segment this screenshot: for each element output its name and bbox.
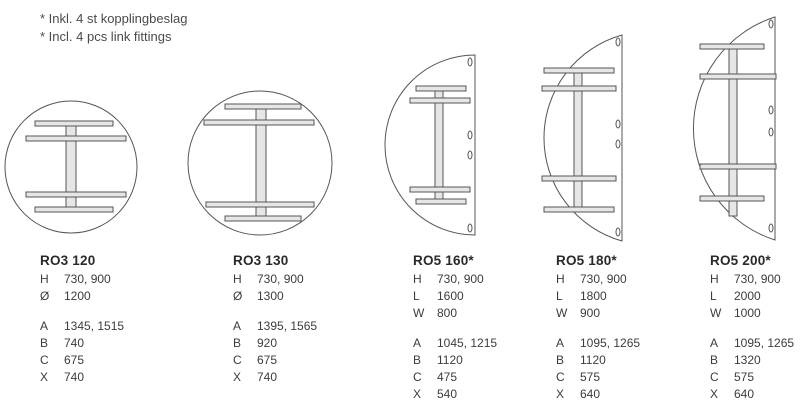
- spec-key: C: [413, 370, 422, 384]
- spec-key: B: [233, 336, 242, 350]
- spec-value: 1200: [64, 289, 91, 303]
- spec-row: [556, 271, 640, 288]
- spec-value: 475: [437, 370, 458, 384]
- spec-key: A: [413, 336, 422, 350]
- product-name: RO5 160*: [413, 253, 474, 268]
- spec-value: 575: [734, 370, 755, 384]
- product-name: RO3 130: [233, 253, 289, 268]
- spec-key: A: [556, 336, 565, 350]
- spec-row: [233, 369, 317, 386]
- spec-value: 730, 900: [580, 272, 627, 286]
- spec-row: [413, 386, 497, 403]
- spec-value: 640: [580, 387, 601, 401]
- spec-value: 800: [437, 306, 458, 320]
- spec-value: 1045, 1215: [437, 336, 498, 350]
- spec-row: [233, 271, 317, 288]
- spec-key: H: [556, 272, 565, 286]
- spec-key: H: [413, 272, 422, 286]
- spec-key: B: [556, 353, 565, 367]
- spec-row: [233, 318, 317, 335]
- spec-row: [40, 318, 124, 335]
- spec-key: C: [40, 353, 49, 367]
- spec-value: 740: [257, 370, 278, 384]
- spec-key: B: [413, 353, 422, 367]
- spec-key: A: [40, 319, 49, 333]
- spec-value: 900: [580, 306, 601, 320]
- spec-value: 1120: [437, 353, 463, 367]
- spec-key: H: [233, 272, 242, 286]
- spec-ro5-160: [413, 253, 497, 403]
- spec-key: X: [40, 370, 49, 384]
- spec-key: A: [710, 336, 719, 350]
- spec-ro5-180: [556, 253, 640, 403]
- spec-key: B: [710, 353, 719, 367]
- spec-row: [556, 352, 640, 369]
- spec-value: 675: [64, 353, 85, 367]
- spec-value: 640: [734, 387, 755, 401]
- spec-value: 1120: [580, 353, 606, 367]
- spec-key: W: [710, 306, 722, 320]
- ro3-120-drawing: [5, 101, 137, 233]
- spec-row: [40, 369, 124, 386]
- spec-row: [40, 271, 124, 288]
- spec-value: 1345, 1515: [64, 319, 125, 333]
- ro5-200-drawing: [693, 17, 776, 240]
- spec-row: [710, 288, 794, 305]
- spec-value: 730, 900: [734, 272, 781, 286]
- spec-key: X: [413, 387, 422, 401]
- spec-key: Ø: [233, 289, 243, 303]
- spec-value: 730, 900: [64, 272, 111, 286]
- spec-key: W: [413, 306, 425, 320]
- spec-value: 1800: [580, 289, 607, 303]
- spec-row: [556, 288, 640, 305]
- spec-row: [413, 369, 497, 386]
- spec-key: C: [710, 370, 719, 384]
- spec-row: [710, 386, 794, 403]
- spec-value: 575: [580, 370, 601, 384]
- spec-row: [710, 335, 794, 352]
- spec-value: 675: [257, 353, 278, 367]
- spec-row: [413, 288, 497, 305]
- spec-value: 2000: [734, 289, 761, 303]
- spec-key: X: [556, 387, 565, 401]
- ro5-160-drawing: [385, 55, 475, 235]
- spec-value: 1300: [257, 289, 284, 303]
- spec-value: 1000: [734, 306, 761, 320]
- product-name: RO5 200*: [710, 253, 771, 268]
- product-name: RO3 120: [40, 253, 96, 268]
- spec-row: [413, 352, 497, 369]
- spec-key: C: [233, 353, 242, 367]
- spec-key: H: [710, 272, 719, 286]
- spec-key: C: [556, 370, 565, 384]
- ro5-180-drawing: [542, 35, 622, 241]
- spec-key: L: [413, 289, 420, 303]
- spec-row: [40, 288, 124, 305]
- spec-row: [556, 335, 640, 352]
- spec-key: W: [556, 306, 568, 320]
- spec-ro3-120: [40, 253, 124, 386]
- spec-row: [710, 271, 794, 288]
- spec-row: [413, 335, 497, 352]
- note-english: * Incl. 4 pcs link fittings: [40, 29, 172, 44]
- spec-key: Ø: [40, 289, 50, 303]
- spec-value: 1395, 1565: [257, 319, 318, 333]
- spec-row: [556, 305, 640, 322]
- spec-value: 1600: [437, 289, 464, 303]
- spec-row: [710, 369, 794, 386]
- spec-row: [233, 352, 317, 369]
- product-name: RO5 180*: [556, 253, 617, 268]
- spec-value: 1320: [734, 353, 761, 367]
- spec-value: 1095, 1265: [580, 336, 641, 350]
- note-swedish: * Inkl. 4 st kopplingbeslag: [40, 11, 188, 26]
- spec-key: H: [40, 272, 49, 286]
- spec-key: L: [556, 289, 563, 303]
- spec-value: 730, 900: [437, 272, 484, 286]
- spec-value: 920: [257, 336, 278, 350]
- spec-value: 730, 900: [257, 272, 304, 286]
- spec-row: [556, 369, 640, 386]
- spec-row: [710, 305, 794, 322]
- spec-key: B: [40, 336, 49, 350]
- spec-row: [710, 352, 794, 369]
- spec-row: [413, 271, 497, 288]
- spec-key: X: [233, 370, 242, 384]
- spec-ro3-130: [233, 253, 317, 386]
- spec-value: 540: [437, 387, 458, 401]
- ro3-130-drawing: [188, 91, 332, 235]
- spec-ro5-200: [710, 253, 794, 403]
- spec-value: 740: [64, 336, 85, 350]
- spec-value: 1095, 1265: [734, 336, 795, 350]
- spec-row: [40, 352, 124, 369]
- spec-key: X: [710, 387, 719, 401]
- spec-row: [413, 305, 497, 322]
- spec-row: [40, 335, 124, 352]
- ro5-160-tabletop-outline: [385, 55, 475, 235]
- spec-row: [233, 288, 317, 305]
- spec-value: 740: [64, 370, 85, 384]
- spec-row: [233, 335, 317, 352]
- spec-key: L: [710, 289, 717, 303]
- spec-key: A: [233, 319, 242, 333]
- spec-row: [556, 386, 640, 403]
